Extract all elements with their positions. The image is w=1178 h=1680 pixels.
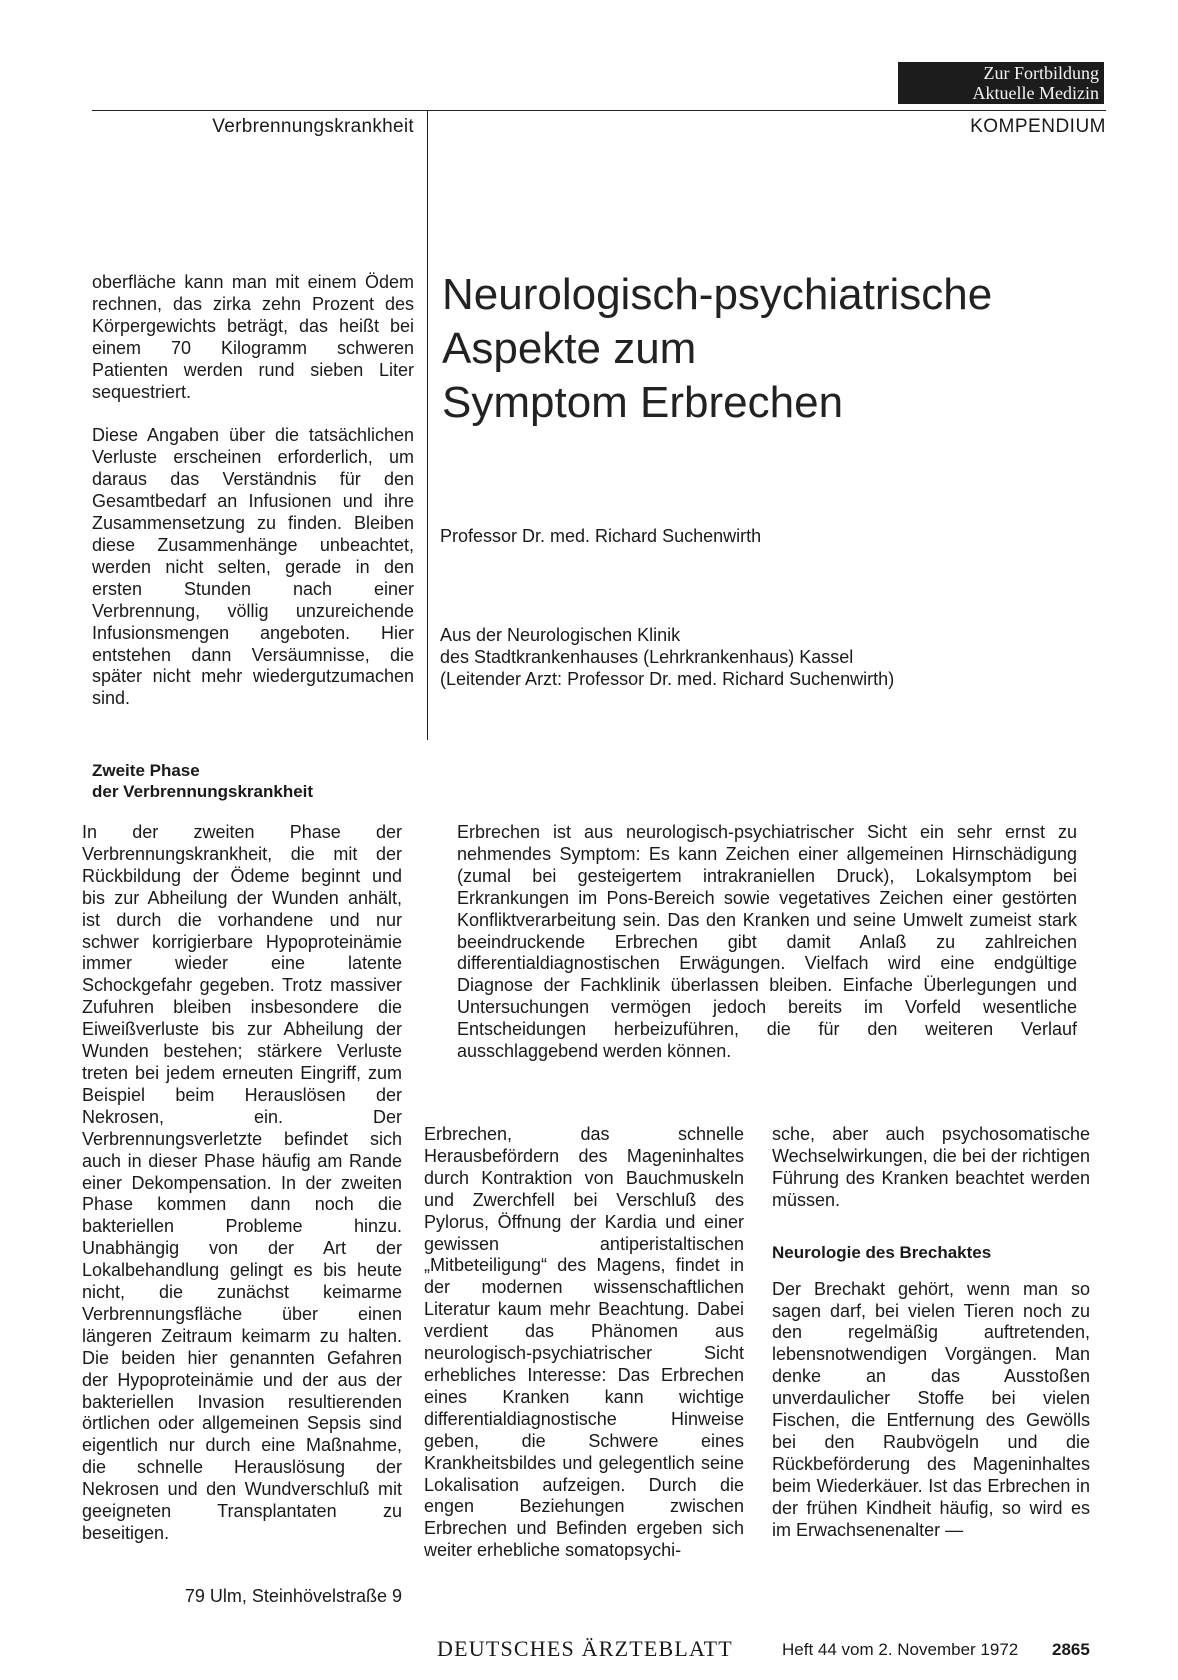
footer-issue: Heft 44 vom 2. November 1972 [782,1640,1019,1659]
left-paragraph-1: oberfläche kann man mit einem Ödem rechnen, das zirka zehn Prozent des Körpergewichts beträgt, das heißt bei einem 70 Kilogramm schweren Patienten werden rund sieben Liter sequestriert. [92,272,414,402]
left-subheading-line-2: der Verbrennungskrankheit [92,782,314,801]
body-paragraph-2: sche, aber auch psychosomatische Wechselwirkungen, die bei der richtigen Führung des Kranken beachtet werden müssen. [772,1124,1090,1210]
article-abstract [457,822,1077,1063]
body-subheading: Neurologie des Brechaktes [772,1242,992,1262]
left-subheading [92,760,414,802]
abstract-paragraph: Erbrechen ist aus neurologisch-psychiatrischer Sicht ein sehr ernst zu nehmendes Symptom: Es kann Zeichen einer allgemeinen Hirnschädigung (zumal bei gesteigertem intrakraniellen Druck), Lokalsymptom bei Erkrankungen im Pons-Bereich sowie vegetatives Zeichen einer gestörten Konfliktverarbeitung sein. Das den Kranken und seine Umwelt zumeist stark beeindruckende Erbrechen gibt damit Anlaß zu zahlreichen differentialdiagnostischen Erwägungen. Vielfach wird eine endgültige Diagnose der Fachklinik überlassen bleiben. Einfache Überlegungen und Untersuchungen vermögen jedoch bereits im Vorfeld wesentliche Entscheidungen herbeizuführen, die für den weiteren Verlauf ausschlaggebend werden können. [457,822,1077,1062]
body-column-1 [424,1124,744,1562]
title-line-2: Aspekte zum [442,324,697,373]
left-column-upper [92,272,414,710]
body-paragraph-3: Der Brechakt gehört, wenn man so sagen darf, bei vielen Tieren noch zu den regelmäßig auftretenden, lebensnotwendigen Vorgängen. Man denke an das Ausstoßen unverdaulicher Stoffe bei vielen Fischen, die Entfernung des Gewölls bei den Raubvögeln und die Rückbeförderung des Mageninhaltes beim Wiederkäuer. Ist das Erbrechen in der frühen Kindheit häufig, so wird es im Erwachsenenalter — [772,1278,1090,1540]
left-paragraph-3: In der zweiten Phase der Verbrennungskrankheit, die mit der Rückbildung der Ödeme beginnt und bis zur Abheilung der Wunden anhält, ist durch die vorhandene und nur schwer korrigierbare Hypoproteinämie immer wieder eine latente Schockgefahr gegeben. Trotz massiver Zufuhren bleiben insbesondere die Eiweißverluste bis zur Abheilung der Wunden bestehen; stärkere Verluste treten bei jedem erneuten Eingriff, zum Beispiel beim Herauslösen der Nekrosen, ein. Der Verbrennungsverletzte befindet sich auch in dieser Phase häufig am Rande einer Dekompensation. In der zweiten Phase kommen dann noch die bakteriellen Probleme hinzu. Unabhängig von der Art der Lokalbehandlung gelingt es bis heute nicht, die zunächst keimarme Verbrennungsfläche über einen längeren Zeitraum keimarm zu halten. Die beiden hier genannten Gefahren der Hypoproteinämie und der aus der bakteriellen Invasion resultierenden örtlichen oder allgemeinen Sepsis sind eigentlich nur durch eine Maßnahme, die schnelle Herauslösung der Nekrosen und den Wundverschluß mit geeigneten Transplantaten zu beseitigen. [82,822,402,1543]
rubric-line-2: Aktuelle Medizin [972,83,1099,103]
author-affiliation [440,624,894,690]
left-column-lower [82,822,402,1545]
affiliation-line-3: (Leitender Arzt: Professor Dr. med. Richard Suchenwirth) [440,669,895,689]
header-rule [92,110,1106,111]
footer-magazine: DEUTSCHES ÄRZTEBLATT [437,1636,733,1661]
rubric-line-1: Zur Fortbildung [983,63,1099,83]
body-column-2 [772,1124,1090,1542]
affiliation-line-2: des Stadtkrankenhauses (Lehrkrankenhaus) Kassel [440,647,854,667]
column-divider [427,110,428,740]
author-address: 79 Ulm, Steinhövelstraße 9 [184,1586,402,1606]
left-paragraph-2: Diese Angaben über die tatsächlichen Verluste erscheinen erforderlich, um daraus das Verständnis für den Gesamtbedarf an Infusionen und ihre Zusammensetzung zu finden. Bleiben diese Zusammenhänge unbeachtet, werden nicht selten, gerade in den ersten Stunden nach einer Verbrennung, völlig unzureichende Infusionsmengen angeboten. Hier entstehen dann Versäumnisse, die später nicht mehr wiedergutzumachen sind. [92,425,414,709]
article-author: Professor Dr. med. Richard Suchenwirth [440,526,762,546]
rubric-badge [898,62,1104,104]
left-subheading-line-1: Zweite Phase [92,761,200,780]
running-head-left: Verbrennungskrankheit [212,116,414,137]
article-title [442,268,1102,430]
title-line-1: Neurologisch-psychiatrische [442,270,993,319]
title-line-3: Symptom Erbrechen [442,378,844,427]
affiliation-line-1: Aus der Neurologischen Klinik [440,625,681,645]
body-paragraph-1: Erbrechen, das schnelle Herausbefördern des Mageninhaltes durch Kontraktion von Bauchmuskeln und Zwerchfell bei Verschluß des Pylorus, Öffnung der Kardia und einer gewissen antiperistaltischen „Mitbeteiligung“ des Magens, findet in der modernen wissenschaftlichen Literatur kaum mehr Beachtung. Dabei verdient das Phänomen aus neurologisch-psychiatrischer Sicht erhebliches Interesse: Das Erbrechen eines Kranken kann wichtige differentialdiagnostische Hinweise geben, die Schwere eines Krankheitsbildes und gelegentlich seine Lokalisation aufzeigen. Durch die engen Beziehungen zwischen Erbrechen und Befinden ergeben sich weiter erhebliche somatopsychi- [424,1124,744,1561]
footer-page-number: 2865 [1052,1640,1090,1659]
running-head-right: KOMPENDIUM [970,116,1106,137]
